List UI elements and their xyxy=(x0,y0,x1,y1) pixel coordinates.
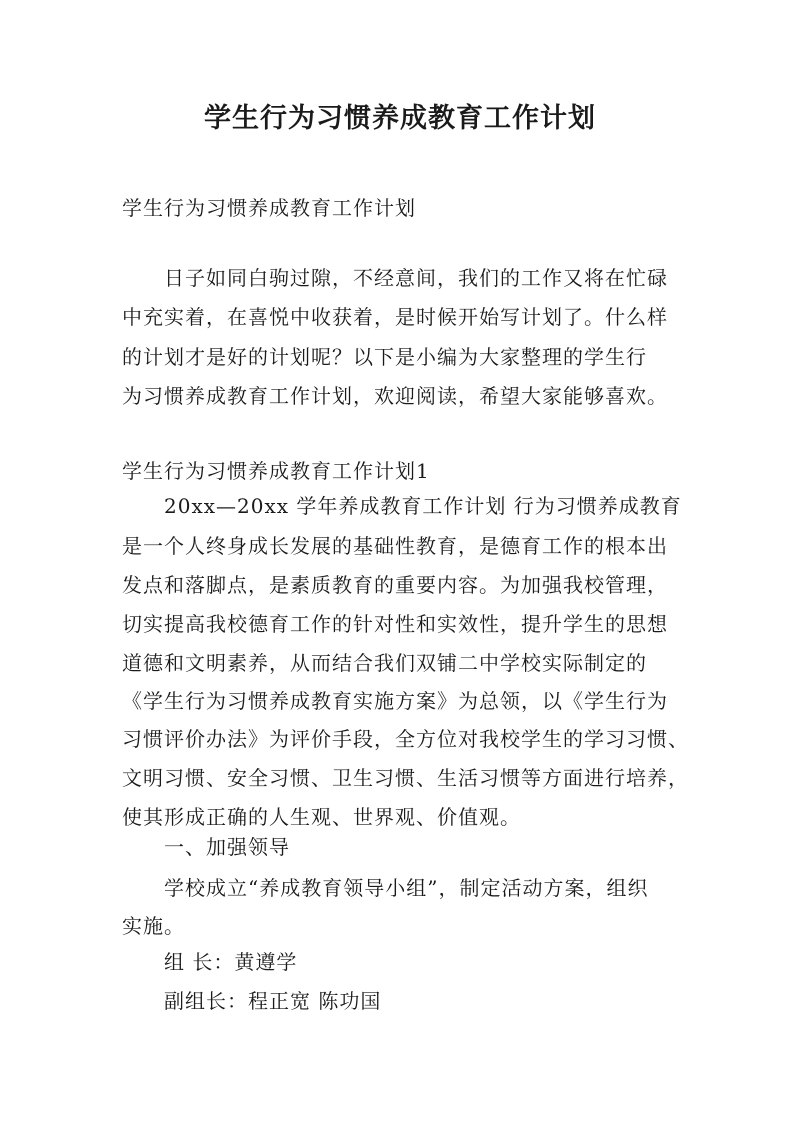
body-line: 文明习惯、安全习惯、卫生习惯、生活习惯等方面进行培养， xyxy=(122,766,689,790)
body-line: 是一个人终身成长发展的基础性教育，是德育工作的根本出 xyxy=(122,534,668,558)
body-line: 习惯评价办法》为评价手段，全方位对我校学生的学习习惯、 xyxy=(122,727,689,751)
section1-heading: 一、加强领导 xyxy=(164,835,290,859)
body-line: 《学生行为习惯养成教育实施方案》为总领，以《学生行为 xyxy=(122,689,668,713)
body-line: 20xx—20xx 学年养成教育工作计划 行为习惯养成教育 xyxy=(164,494,682,518)
section1-body-line: 学校成立“养成教育领导小组”，制定活动方案，组织 xyxy=(164,876,649,900)
subtitle: 学生行为习惯养成教育工作计划 xyxy=(122,196,416,220)
body-line: 道德和文明素养，从而结合我们双铺二中学校实际制定的 xyxy=(122,651,647,675)
body-line: 切实提高我校德育工作的针对性和实效性，提升学生的思想 xyxy=(122,612,668,636)
intro-line: 的计划才是好的计划呢？以下是小编为大家整理的学生行 xyxy=(122,345,647,369)
leader-line: 组 长：黄遵学 xyxy=(164,950,298,974)
section-heading: 学生行为习惯养成教育工作计划1 xyxy=(122,459,430,483)
intro-line: 为习惯养成教育工作计划，欢迎阅读，希望大家能够喜欢。 xyxy=(122,384,668,408)
body-line: 发点和落脚点，是素质教育的重要内容。为加强我校管理， xyxy=(122,573,668,597)
section1-body-line: 实施。 xyxy=(122,914,185,938)
intro-line: 中充实着，在喜悦中收获着，是时候开始写计划了。什么样 xyxy=(122,305,668,329)
vice-leader-line: 副组长：程正宽 陈功国 xyxy=(164,989,382,1013)
body-line: 使其形成正确的人生观、世界观、价值观。 xyxy=(122,805,521,829)
document-title: 学生行为习惯养成教育工作计划 xyxy=(204,103,596,134)
intro-line: 日子如同白驹过隙，不经意间，我们的工作又将在忙碌 xyxy=(164,266,668,290)
